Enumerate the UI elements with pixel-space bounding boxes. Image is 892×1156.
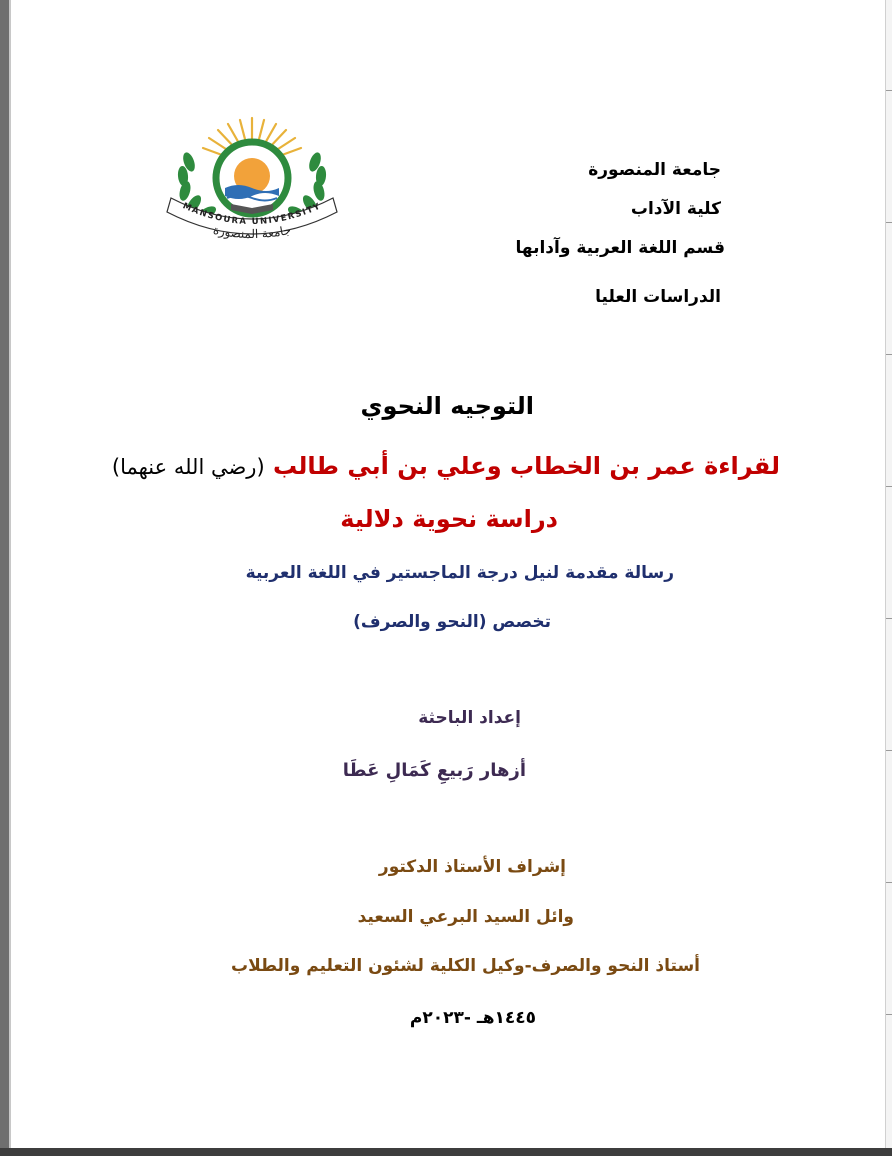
thesis-title-line1: التوجيه النحوي (360, 392, 534, 420)
logo-ring-text-en: MANSOURA UNIVERSITY (181, 201, 323, 228)
department-name: قسم اللغة العربية وآدابها (515, 238, 725, 258)
mansoura-university-logo (161, 112, 343, 250)
supervisor-position: أستاذ النحو والصرف-وكيل الكلية لشئون التعليم والطلاب (231, 956, 700, 976)
thesis-purpose: رسالة مقدمة لنيل درجة الماجستير في اللغة العربية (245, 563, 674, 583)
logo-ring-text-ar: جامعة المنصورة (211, 222, 293, 242)
thesis-date: ١٤٤٥هـ -٢٠٢٣م (409, 1008, 536, 1028)
graduate-studies-label: الدراسات العليا (595, 287, 721, 307)
thesis-title-honorific: (رضي الله عنهما) (111, 455, 265, 479)
document-page (11, 0, 886, 1148)
supervisor-label: إشراف الأستاذ الدكتور (378, 857, 566, 877)
author-name: أزهار رَبيعِ كَمَالِ عَطَا (342, 760, 526, 781)
window-frame-left (0, 0, 9, 1156)
thesis-subtitle: دراسة نحوية دلالية (340, 505, 558, 533)
author-label: إعداد الباحثة (418, 708, 521, 728)
university-name: جامعة المنصورة (588, 160, 721, 180)
thesis-title-line2-main: لقراءة عمر بن الخطاب وعلي بن أبي طالب (273, 452, 780, 480)
faculty-name: كلية الآداب (630, 199, 721, 219)
thesis-specialty: تخصص (النحو والصرف) (353, 612, 551, 632)
supervisor-name: وائل السيد البرعي السعيد (357, 907, 574, 927)
window-frame-bottom (0, 1148, 892, 1156)
thesis-title-line2 (112, 452, 780, 480)
vertical-ruler (885, 0, 892, 1148)
